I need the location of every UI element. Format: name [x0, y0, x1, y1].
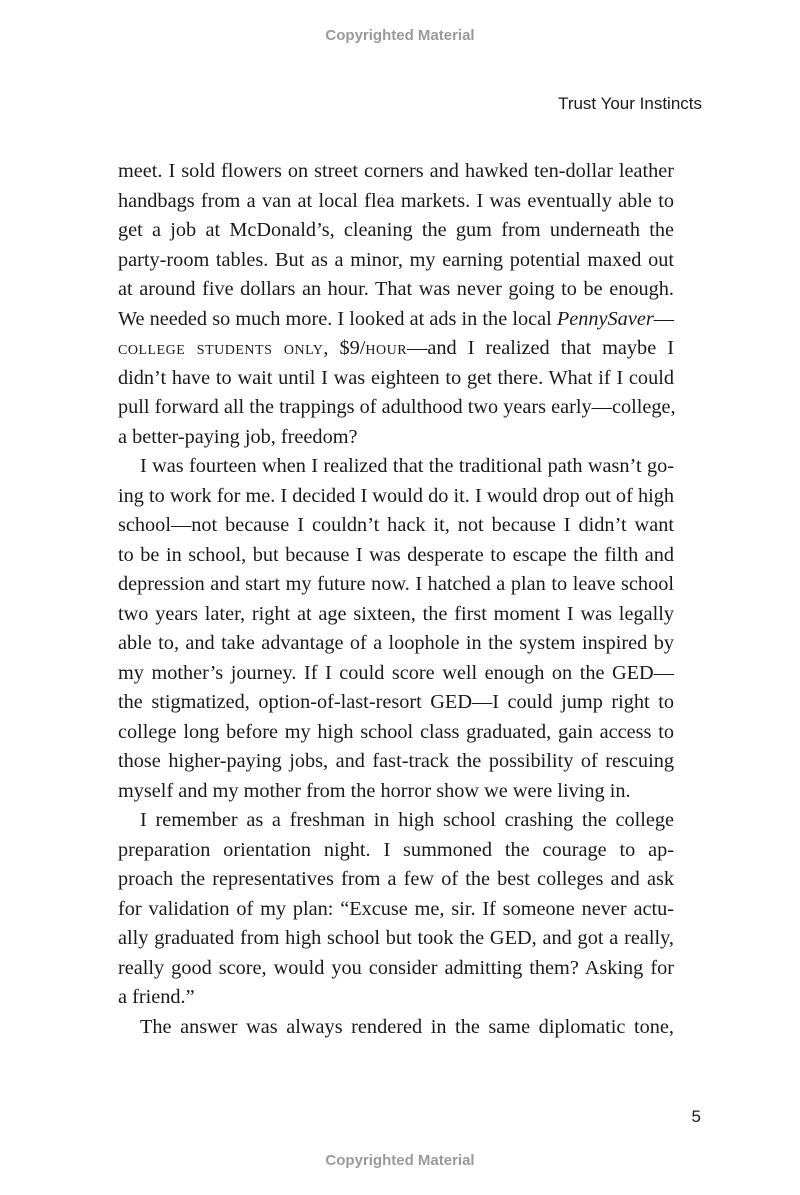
ad-text-smallcaps: college students only — [118, 337, 324, 359]
text-line: myself and my mother from the horror show we were living in. — [118, 779, 631, 802]
text-segment: We needed so much more. I looked at ads in the local — [118, 307, 557, 330]
text-line: meet. I sold flowers on street corners and hawked ten-dollar leather — [118, 160, 674, 182]
text-line: preparation orientation night. I summoned the courage to ap- — [118, 838, 674, 861]
text-line: handbags from a van at local flea markets. I was eventually able to — [118, 189, 674, 212]
text-line: a friend.” — [118, 986, 195, 1008]
text-line: the stigmatized, option-of-last-resort GED—I could jump right to — [118, 691, 674, 713]
copyright-watermark-top: Copyrighted Material — [325, 27, 475, 44]
page-number: 5 — [691, 1107, 701, 1126]
text-line: those higher-paying jobs, and fast-track the possibility of rescuing — [118, 750, 674, 772]
text-line: ally graduated from high school but took the GED, and got a really, — [118, 927, 674, 949]
text-line: depression and start my future now. I hatched a plan to leave school — [118, 573, 674, 595]
text-line: college long before my high school class graduated, gain access to — [118, 720, 674, 743]
text-line: two years later, right at age sixteen, the first moment I was legally — [118, 602, 674, 625]
running-head: Trust Your Instincts — [558, 94, 702, 113]
text-line: I remember as a freshman in high school crashing the college — [140, 809, 674, 831]
text-segment: —and I realized that maybe I — [407, 337, 674, 359]
text-line: my mother’s journey. If I could score well enough on the GED— — [118, 661, 674, 684]
text-line: get a job at McDonald’s, cleaning the gum from underneath the — [118, 219, 674, 241]
text-line: party-room tables. But as a minor, my earning potential maxed out — [118, 248, 674, 271]
text-line: a better-paying job, freedom? — [118, 425, 358, 448]
text-line: I was fourteen when I realized that the traditional path wasn’t go- — [140, 455, 674, 477]
copyright-watermark-bottom: Copyrighted Material — [325, 1152, 475, 1169]
text-segment: — — [653, 307, 674, 330]
text-line: to be in school, but because I was desperate to escape the filth and — [118, 543, 674, 566]
text-line: didn’t have to wait until I was eighteen to get there. What if I could — [118, 366, 674, 389]
pennysaver-title: PennySaver — [556, 307, 654, 330]
body-text — [118, 157, 674, 1042]
ad-text-smallcaps: hour — [365, 337, 408, 359]
text-line: able to, and take advantage of a loophole in the system inspired by — [118, 632, 674, 654]
text-line: The answer was always rendered in the same diplomatic tone, — [140, 1015, 674, 1038]
text-line — [118, 305, 674, 335]
text-line: at around five dollars an hour. That was never going to be enough. — [118, 278, 674, 300]
text-line: school—not because I couldn’t hack it, not because I didn’t want — [118, 514, 674, 536]
text-line: really good score, would you consider admitting them? Asking for — [118, 956, 674, 979]
text-line — [118, 334, 674, 364]
text-segment: , $9/ — [323, 337, 366, 359]
text-line: pull forward all the trappings of adulthood two years early—college, — [118, 396, 676, 418]
text-line: ing to work for me. I decided I would do it. I would drop out of high — [118, 484, 674, 507]
text-line: for validation of my plan: “Excuse me, sir. If someone never actu- — [118, 897, 674, 920]
text-line: proach the representatives from a few of the best colleges and ask — [118, 868, 674, 890]
